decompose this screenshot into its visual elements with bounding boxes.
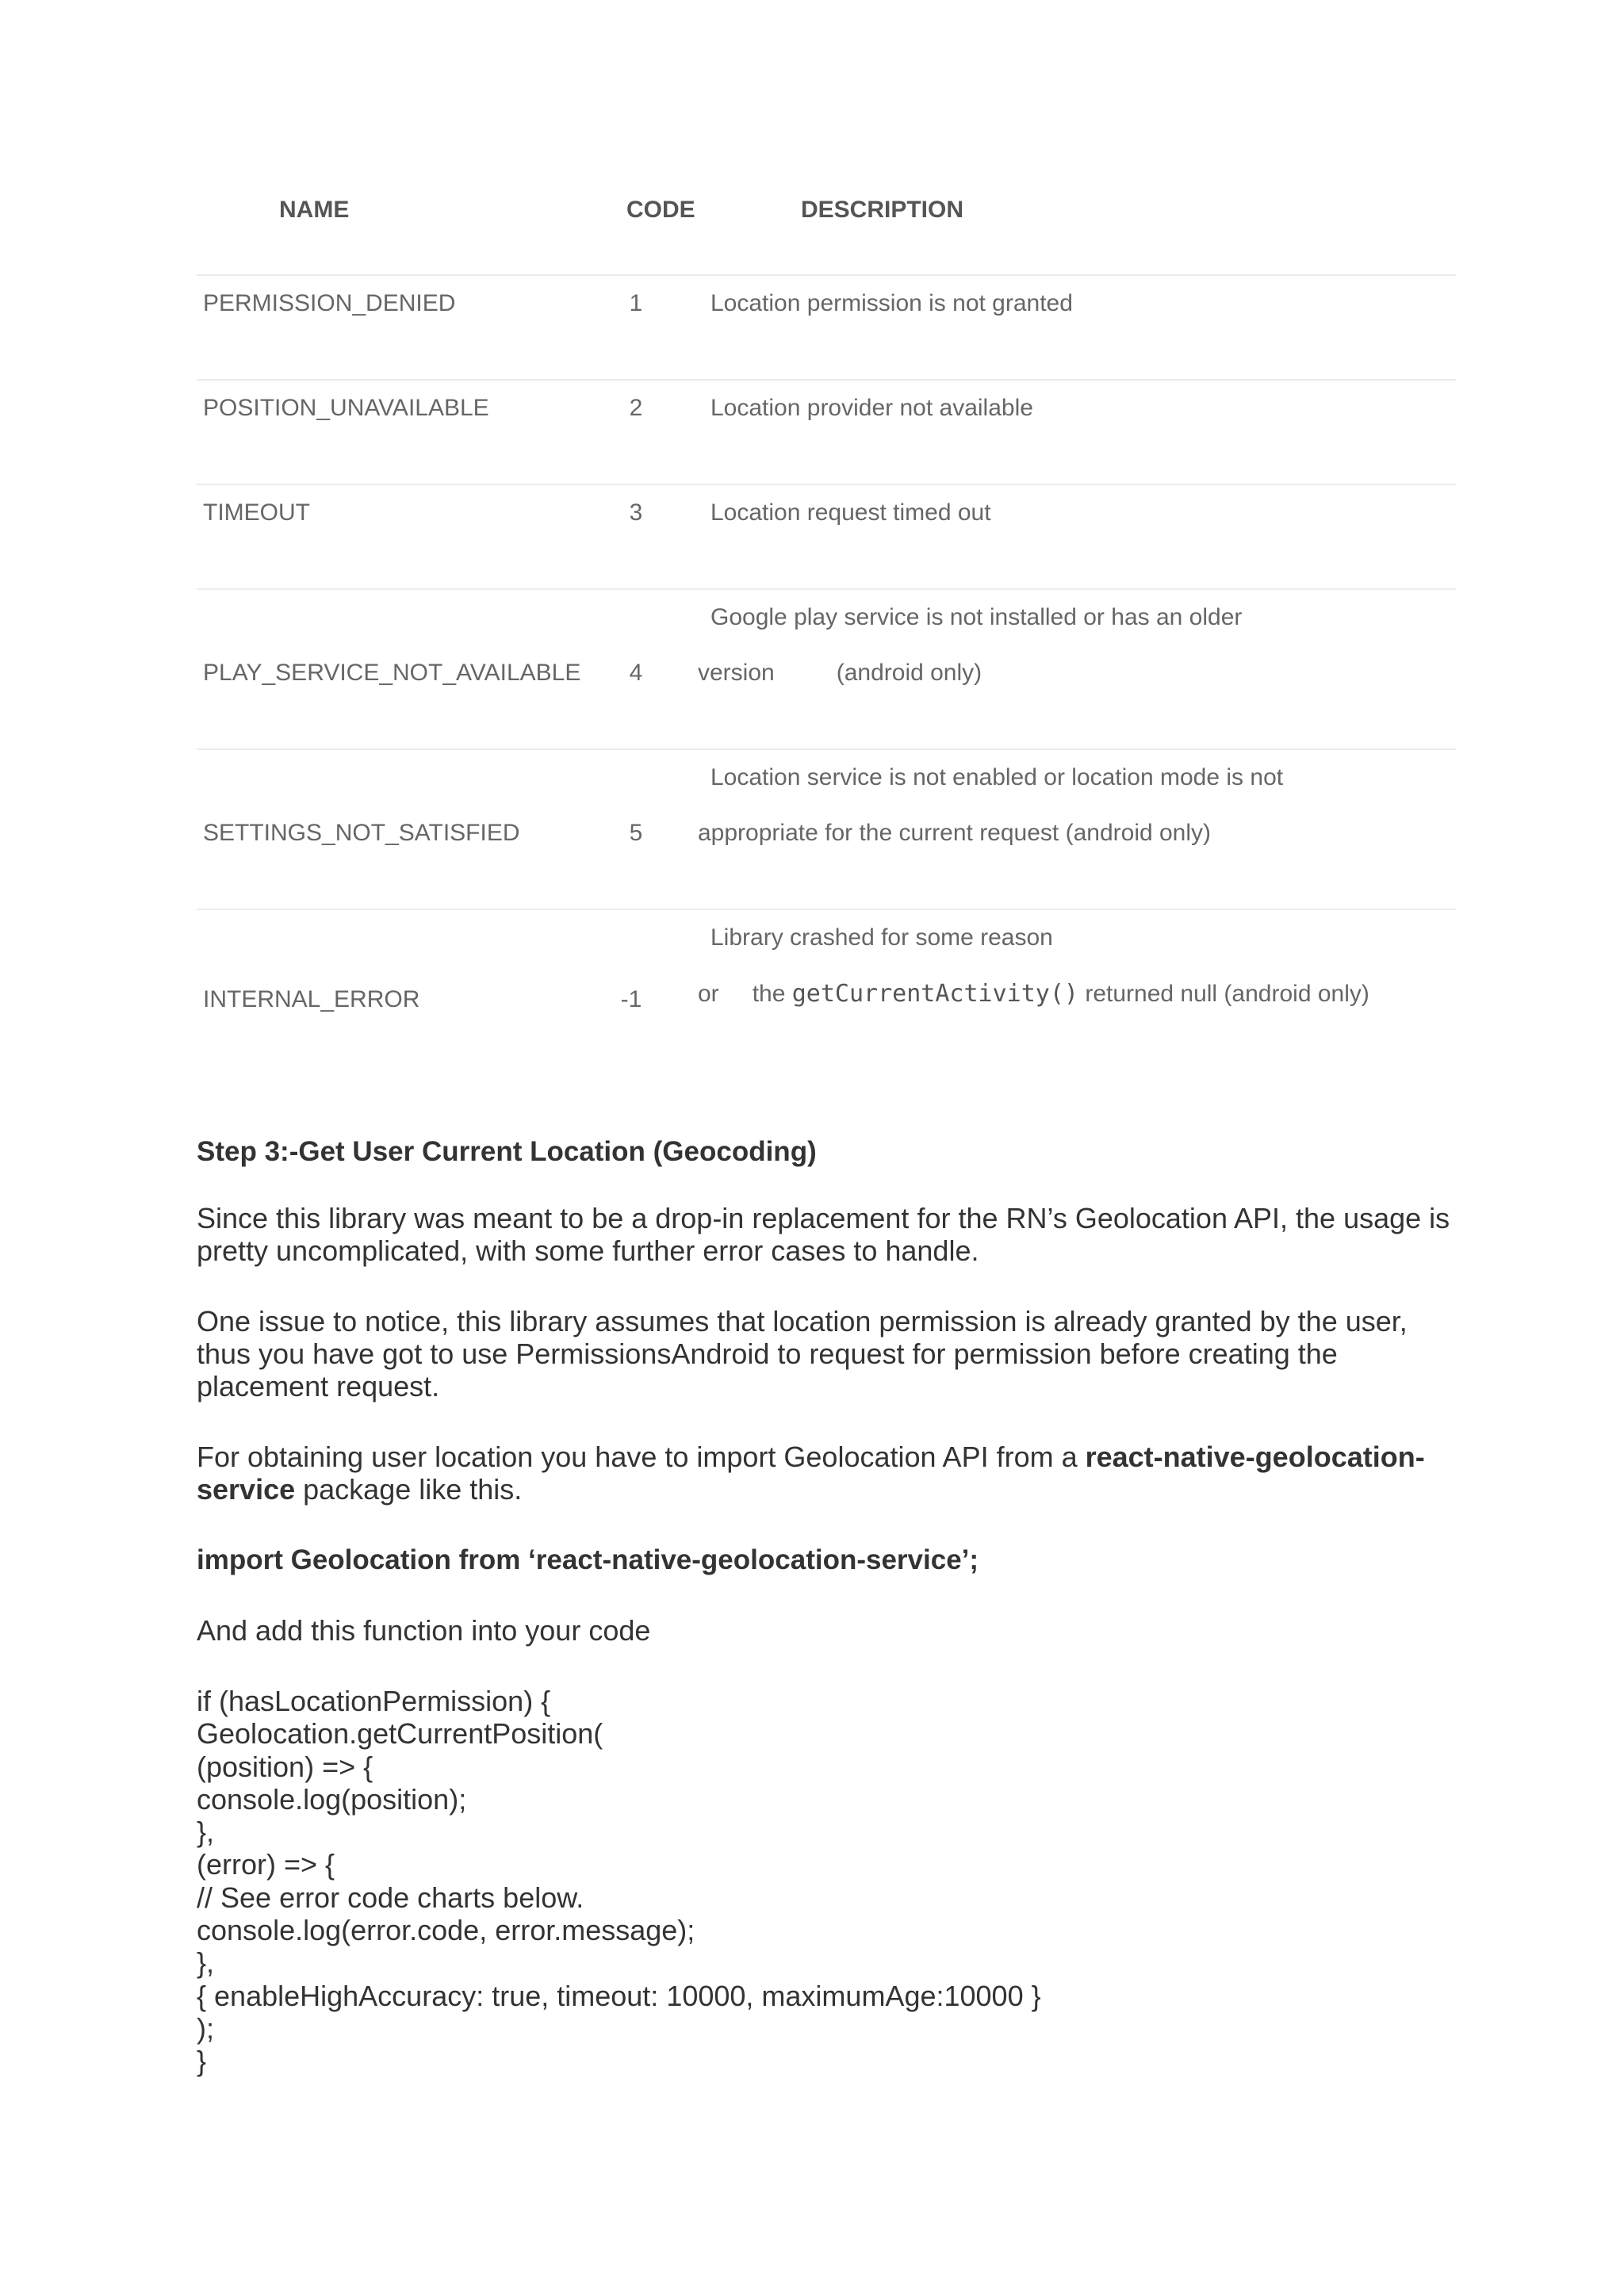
code-line: console.log(position); xyxy=(197,1782,467,1816)
paragraph-text: package like this. xyxy=(295,1473,523,1506)
package-name: react-native-geolocation-service xyxy=(197,1441,1425,1506)
import-statement: import Geolocation from ‘react-native-geolocation-service’; xyxy=(197,1544,979,1575)
error-description: Location provider not available xyxy=(710,395,1033,421)
error-description-line1: Library crashed for some reason xyxy=(710,924,1053,951)
header-name: NAME xyxy=(279,197,350,223)
error-code: 2 xyxy=(629,395,643,421)
error-code: 4 xyxy=(629,660,643,686)
paragraph-import-instructions xyxy=(197,1441,1465,1506)
error-code: -1 xyxy=(620,986,642,1012)
table-row xyxy=(197,485,1456,590)
table-header-row xyxy=(197,182,1456,276)
code-line: // See error code charts below. xyxy=(197,1881,584,1914)
paragraph-add-function: And add this function into your code xyxy=(197,1614,651,1647)
description-fragment: version xyxy=(698,660,775,686)
table-row xyxy=(197,276,1456,381)
code-line: if (hasLocationPermission) { xyxy=(197,1685,551,1717)
code-line: (position) => { xyxy=(197,1750,373,1783)
error-description-line1: Location service is not enabled or location mode is not xyxy=(710,764,1284,790)
step-heading: Step 3:-Get User Current Location (Geocoding) xyxy=(197,1136,817,1167)
article-content xyxy=(197,1135,1465,2078)
code-line: (error) => { xyxy=(197,1848,335,1881)
error-code-table xyxy=(197,182,1456,1073)
code-line: }, xyxy=(197,1816,215,1849)
code-line: }, xyxy=(197,1946,215,1980)
error-name: POSITION_UNAVAILABLE xyxy=(203,395,489,421)
error-name: INTERNAL_ERROR xyxy=(203,986,420,1012)
code-line: ); xyxy=(197,2011,214,2045)
paragraph-intro: Since this library was meant to be a drop-in replacement for the RN’s Geolocation API, the usage is pretty uncomplicated, with some further error cases to handle. xyxy=(197,1202,1450,1267)
table-row xyxy=(197,590,1456,750)
table-row xyxy=(197,381,1456,485)
error-description-line1: Google play service is not installed or has an older xyxy=(710,604,1243,630)
paragraph-text: For obtaining user location you have to import Geolocation API from a xyxy=(197,1441,1086,1473)
description-fragment: or xyxy=(698,981,719,1007)
error-code: 5 xyxy=(629,820,643,846)
inline-code: getCurrentActivity() xyxy=(791,980,1078,1008)
code-block xyxy=(197,1685,1465,2078)
error-description-line2 xyxy=(698,660,982,687)
error-name: TIMEOUT xyxy=(203,499,310,526)
description-fragment: (android only) xyxy=(836,660,982,686)
error-description: Location permission is not granted xyxy=(710,290,1073,316)
error-name: PLAY_SERVICE_NOT_AVAILABLE xyxy=(203,660,581,686)
code-line: { enableHighAccuracy: true, timeout: 10000, maximumAge:10000 } xyxy=(197,1979,1041,2012)
error-description-line2: appropriate for the current request (android only) xyxy=(698,820,1212,846)
error-code: 3 xyxy=(629,499,643,526)
description-fragment: returned null (android only) xyxy=(1085,981,1369,1007)
code-line: } xyxy=(197,2045,207,2078)
header-code: CODE xyxy=(626,197,695,223)
code-line: console.log(error.code, error.message); xyxy=(197,1914,695,1947)
description-fragment: the xyxy=(752,981,786,1007)
table-row xyxy=(197,750,1456,910)
code-line: Geolocation.getCurrentPosition( xyxy=(197,1717,603,1751)
error-code: 1 xyxy=(629,290,643,316)
table-row xyxy=(197,910,1456,1073)
error-description: Location request timed out xyxy=(710,499,991,526)
error-description-line2 xyxy=(698,980,1369,1008)
paragraph-permission: One issue to notice, this library assumes that location permission is already granted by the user, thus you have got to use PermissionsAndroid to request for permission before creating the placement request. xyxy=(197,1305,1408,1402)
error-name: SETTINGS_NOT_SATISFIED xyxy=(203,820,520,846)
error-name: PERMISSION_DENIED xyxy=(203,290,456,316)
header-description: DESCRIPTION xyxy=(801,197,964,223)
